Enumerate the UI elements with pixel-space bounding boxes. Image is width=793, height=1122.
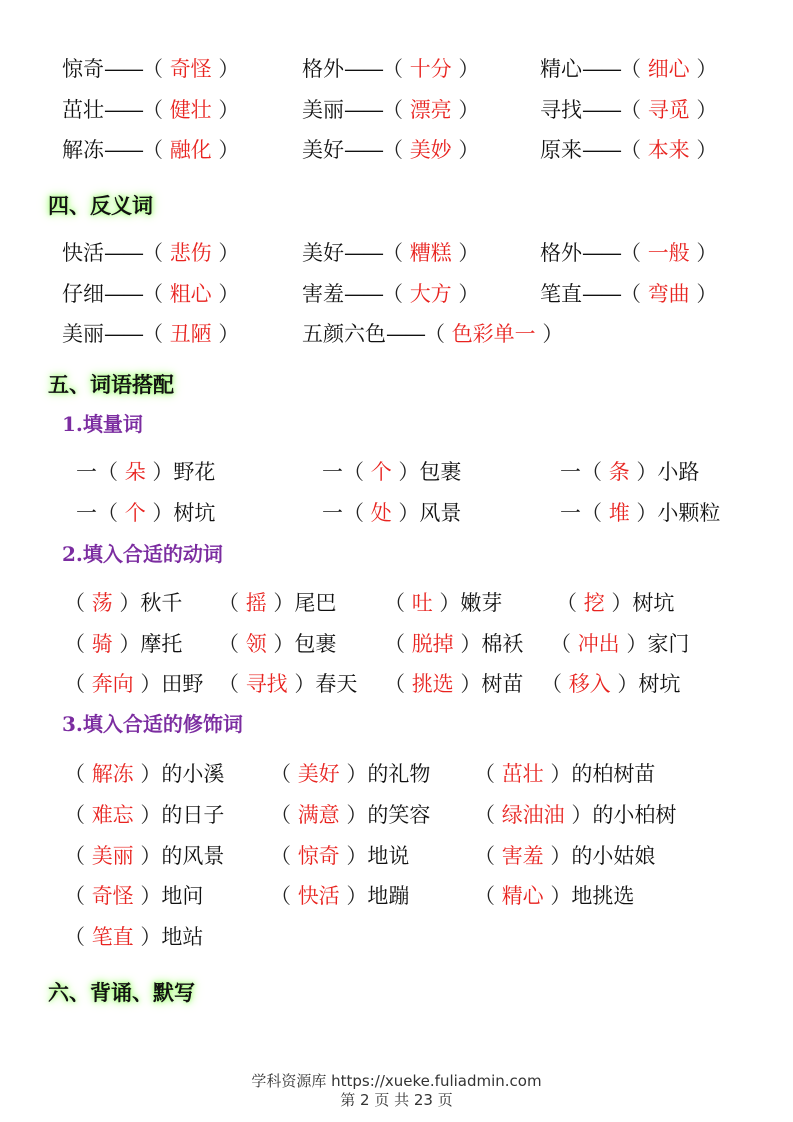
open-paren: （	[270, 884, 298, 909]
object: 包裹	[294, 631, 337, 656]
answer: 个	[370, 460, 392, 484]
close-paren: ）	[610, 672, 639, 696]
answer: 堆	[608, 501, 630, 525]
close-paren: ）	[266, 631, 295, 656]
verb-item	[64, 586, 182, 620]
verb-row	[0, 586, 793, 620]
open-paren: （	[64, 631, 92, 656]
open-paren: （	[64, 762, 92, 786]
dash: ——	[344, 57, 382, 81]
answer: 大方	[409, 281, 452, 306]
answer: 健壮	[169, 97, 212, 122]
dash: ——	[344, 138, 382, 162]
open-paren: （	[343, 501, 371, 525]
close-paren: ）	[543, 843, 572, 868]
close-paren: ）	[266, 591, 295, 615]
synonym-pair	[62, 52, 239, 86]
word: 原来	[540, 138, 582, 162]
synonym-pair	[62, 133, 239, 167]
open-paren: （	[270, 843, 298, 868]
open-paren: （	[270, 802, 298, 827]
modifier-item	[270, 757, 430, 791]
open-paren: （	[343, 460, 371, 484]
answer: 快活	[297, 884, 340, 909]
answer: 解冻	[91, 762, 134, 786]
measure-item	[322, 496, 461, 530]
open-paren: （	[474, 843, 502, 868]
close-paren: ）	[689, 241, 718, 265]
close-paren: ）	[211, 322, 240, 346]
verb-item	[64, 667, 203, 701]
synonym-pair	[540, 52, 717, 86]
open-paren: （	[382, 241, 410, 265]
answer: 奔向	[91, 672, 134, 696]
modifier-row	[0, 920, 793, 954]
open-paren: （	[382, 97, 410, 122]
close-paren: ）	[689, 281, 718, 306]
phrase: 的日子	[161, 802, 225, 827]
open-paren: （	[64, 591, 92, 615]
synonym-row	[0, 133, 793, 167]
subheading-modifiers: 3.填入合适的修饰词	[62, 712, 243, 736]
phrase: 的礼物	[367, 762, 431, 786]
antonym-row	[0, 317, 793, 351]
word: 格外	[540, 241, 582, 265]
answer: 糟糕	[409, 241, 452, 265]
prefix: 一	[76, 501, 97, 525]
measure-item	[322, 455, 461, 489]
dash: ——	[582, 97, 620, 122]
open-paren: （	[64, 884, 92, 909]
dash: ——	[386, 322, 424, 346]
object: 树坑	[632, 591, 675, 615]
answer: 茁壮	[501, 762, 544, 786]
close-paren: ）	[112, 631, 141, 656]
open-paren: （	[142, 138, 170, 162]
close-paren: ）	[451, 57, 480, 81]
measure-item	[76, 455, 215, 489]
open-paren: （	[424, 322, 452, 346]
noun: 小颗粒	[657, 501, 721, 525]
answer: 领	[245, 631, 267, 656]
word: 美好	[302, 138, 344, 162]
answer: 一般	[647, 241, 690, 265]
dash: ——	[582, 57, 620, 81]
modifier-item	[64, 757, 224, 791]
answer: 处	[370, 501, 392, 525]
close-paren: ）	[453, 631, 482, 656]
modifier-item	[270, 798, 430, 832]
answer: 害羞	[501, 843, 544, 868]
close-paren: ）	[391, 501, 420, 525]
modifier-item	[474, 798, 676, 832]
word: 笔直	[540, 281, 582, 306]
open-paren: （	[382, 57, 410, 81]
close-paren: ）	[133, 884, 162, 909]
open-paren: （	[142, 281, 170, 306]
dash: ——	[344, 241, 382, 265]
object: 田野	[161, 672, 204, 696]
word: 格外	[302, 57, 344, 81]
open-paren: （	[620, 57, 648, 81]
word: 寻找	[540, 97, 582, 122]
close-paren: ）	[145, 460, 174, 484]
answer: 挖	[583, 591, 605, 615]
open-paren: （	[620, 241, 648, 265]
prefix: 一	[322, 460, 343, 484]
close-paren: ）	[629, 501, 658, 525]
footer-source: 学科资源库 https://xueke.fuliadmin.com	[251, 1072, 542, 1090]
dash: ——	[104, 281, 142, 306]
antonym-pair	[62, 317, 239, 351]
word: 美丽	[62, 322, 104, 346]
modifier-item	[270, 839, 409, 873]
dash: ——	[582, 241, 620, 265]
close-paren: ）	[391, 460, 420, 484]
open-paren: （	[218, 631, 246, 656]
object: 摩托	[140, 631, 183, 656]
dash: ——	[344, 281, 382, 306]
answer: 惊奇	[297, 843, 340, 868]
antonym-pair	[62, 236, 239, 270]
close-paren: ）	[432, 591, 461, 615]
synonym-row	[0, 93, 793, 127]
subheading-verbs: 2.填入合适的动词	[62, 542, 223, 566]
close-paren: ）	[543, 762, 572, 786]
antonym-pair	[62, 277, 239, 311]
antonym-pair	[302, 236, 479, 270]
close-paren: ）	[604, 591, 633, 615]
word: 茁壮	[62, 97, 104, 122]
modifier-item	[64, 879, 203, 913]
answer: 条	[608, 460, 630, 484]
open-paren: （	[270, 762, 298, 786]
antonym-pair	[540, 277, 717, 311]
answer: 寻找	[245, 672, 288, 696]
close-paren: ）	[339, 884, 368, 909]
dash: ——	[582, 281, 620, 306]
open-paren: （	[620, 97, 648, 122]
synonym-pair	[302, 52, 479, 86]
dash: ——	[104, 241, 142, 265]
open-paren: （	[142, 322, 170, 346]
open-paren: （	[550, 631, 578, 656]
answer: 挑选	[411, 672, 454, 696]
close-paren: ）	[145, 501, 174, 525]
close-paren: ）	[339, 802, 368, 827]
open-paren: （	[142, 241, 170, 265]
close-paren: ）	[287, 672, 316, 696]
verb-item	[550, 627, 689, 661]
open-paren: （	[384, 591, 412, 615]
measure-item	[76, 496, 215, 530]
antonym-pair	[302, 317, 563, 351]
modifier-item	[64, 798, 224, 832]
object: 嫩芽	[460, 591, 503, 615]
close-paren: ）	[133, 843, 162, 868]
close-paren: ）	[133, 672, 162, 696]
section-heading-recite: 六、背诵、默写	[48, 980, 195, 1005]
close-paren: ）	[689, 57, 718, 81]
noun: 风景	[419, 501, 462, 525]
close-paren: ）	[211, 57, 240, 81]
word: 仔细	[62, 281, 104, 306]
noun: 小路	[657, 460, 700, 484]
close-paren: ）	[211, 281, 240, 306]
antonym-row	[0, 277, 793, 311]
answer: 摇	[245, 591, 267, 615]
footer-page-number: 第 2 页 共 23 页	[340, 1091, 453, 1109]
close-paren: ）	[211, 97, 240, 122]
answer: 美好	[297, 762, 340, 786]
answer: 个	[124, 501, 146, 525]
modifier-item	[64, 920, 203, 954]
open-paren: （	[218, 672, 246, 696]
open-paren: （	[97, 460, 125, 484]
dash: ——	[582, 138, 620, 162]
modifier-row	[0, 839, 793, 873]
object: 尾巴	[294, 591, 337, 615]
answer: 美妙	[409, 138, 452, 162]
open-paren: （	[474, 884, 502, 909]
verb-item	[64, 627, 182, 661]
close-paren: ）	[543, 884, 572, 909]
dash: ——	[104, 97, 142, 122]
section-heading-antonyms: 四、反义词	[48, 193, 153, 218]
close-paren: ）	[339, 762, 368, 786]
prefix: 一	[76, 460, 97, 484]
answer: 难忘	[91, 802, 134, 827]
answer: 脱掉	[411, 631, 454, 656]
close-paren: ）	[689, 138, 718, 162]
answer: 满意	[297, 802, 340, 827]
open-paren: （	[474, 762, 502, 786]
open-paren: （	[382, 138, 410, 162]
close-paren: ）	[451, 241, 480, 265]
answer: 荡	[91, 591, 113, 615]
close-paren: ）	[451, 138, 480, 162]
open-paren: （	[97, 501, 125, 525]
verb-row	[0, 667, 793, 701]
answer: 吐	[411, 591, 433, 615]
open-paren: （	[64, 925, 92, 950]
synonym-pair	[540, 133, 717, 167]
close-paren: ）	[211, 138, 240, 162]
phrase: 的小溪	[161, 762, 225, 786]
answer: 十分	[409, 57, 452, 81]
verb-item	[556, 586, 674, 620]
answer: 本来	[647, 138, 690, 162]
answer: 漂亮	[409, 97, 452, 122]
verb-item	[384, 586, 502, 620]
measure-item	[560, 455, 699, 489]
synonym-pair	[302, 93, 479, 127]
close-paren: ）	[689, 97, 718, 122]
verb-item	[218, 627, 336, 661]
modifier-item	[474, 879, 634, 913]
antonym-pair	[540, 236, 717, 270]
answer: 丑陋	[169, 322, 212, 346]
measure-row	[0, 455, 793, 489]
subheading-measure-words: 1.填量词	[62, 412, 143, 436]
object: 树坑	[638, 672, 681, 696]
object: 春天	[315, 672, 358, 696]
modifier-item	[64, 839, 224, 873]
answer: 冲出	[577, 631, 620, 656]
phrase: 的小柏树	[592, 802, 677, 827]
prefix: 一	[322, 501, 343, 525]
phrase: 地蹦	[367, 884, 410, 909]
dash: ——	[104, 138, 142, 162]
answer: 色彩单一	[451, 322, 536, 346]
phrase: 的风景	[161, 843, 225, 868]
open-paren: （	[382, 281, 410, 306]
modifier-row	[0, 879, 793, 913]
answer: 美丽	[91, 843, 134, 868]
close-paren: ）	[619, 631, 648, 656]
noun: 包裹	[419, 460, 462, 484]
noun: 野花	[173, 460, 216, 484]
open-paren: （	[384, 631, 412, 656]
object: 秋千	[140, 591, 183, 615]
modifier-row	[0, 798, 793, 832]
open-paren: （	[581, 460, 609, 484]
section-heading-collocation: 五、词语搭配	[48, 372, 174, 397]
close-paren: ）	[451, 97, 480, 122]
open-paren: （	[620, 281, 648, 306]
synonym-pair	[302, 133, 479, 167]
prefix: 一	[560, 501, 581, 525]
open-paren: （	[142, 97, 170, 122]
modifier-item	[474, 757, 655, 791]
word: 美好	[302, 241, 344, 265]
open-paren: （	[384, 672, 412, 696]
verb-item	[218, 667, 357, 701]
word: 快活	[62, 241, 104, 265]
close-paren: ）	[112, 591, 141, 615]
verb-row	[0, 627, 793, 661]
open-paren: （	[218, 591, 246, 615]
open-paren: （	[64, 672, 92, 696]
object: 家门	[647, 631, 690, 656]
open-paren: （	[64, 802, 92, 827]
object: 树苗	[481, 672, 524, 696]
close-paren: ）	[453, 672, 482, 696]
dash: ——	[104, 322, 142, 346]
word: 害羞	[302, 281, 344, 306]
answer: 奇怪	[169, 57, 212, 81]
close-paren: ）	[629, 460, 658, 484]
phrase: 地问	[161, 884, 204, 909]
synonym-row	[0, 52, 793, 86]
open-paren: （	[581, 501, 609, 525]
word: 解冻	[62, 138, 104, 162]
answer: 笔直	[91, 925, 134, 950]
answer: 融化	[169, 138, 212, 162]
close-paren: ）	[133, 802, 162, 827]
measure-item	[560, 496, 720, 530]
word: 精心	[540, 57, 582, 81]
modifier-item	[270, 879, 409, 913]
verb-item	[218, 586, 336, 620]
modifier-item	[474, 839, 655, 873]
answer: 悲伤	[169, 241, 212, 265]
dash: ——	[104, 57, 142, 81]
close-paren: ）	[339, 843, 368, 868]
answer: 奇怪	[91, 884, 134, 909]
modifier-row	[0, 757, 793, 791]
phrase: 地站	[161, 925, 204, 950]
phrase: 的柏树苗	[571, 762, 656, 786]
answer: 绿油油	[501, 802, 565, 827]
antonym-pair	[302, 277, 479, 311]
phrase: 地挑选	[571, 884, 635, 909]
antonym-row	[0, 236, 793, 270]
phrase: 的笑容	[367, 802, 431, 827]
answer: 移入	[568, 672, 611, 696]
word: 美丽	[302, 97, 344, 122]
word: 惊奇	[62, 57, 104, 81]
answer: 粗心	[169, 281, 212, 306]
verb-item	[384, 667, 523, 701]
close-paren: ）	[133, 762, 162, 786]
open-paren: （	[620, 138, 648, 162]
close-paren: ）	[451, 281, 480, 306]
open-paren: （	[64, 843, 92, 868]
close-paren: ）	[133, 925, 162, 950]
synonym-pair	[62, 93, 239, 127]
open-paren: （	[474, 802, 502, 827]
synonym-pair	[540, 93, 717, 127]
noun: 树坑	[173, 501, 216, 525]
open-paren: （	[142, 57, 170, 81]
object: 棉袄	[481, 631, 524, 656]
measure-row	[0, 496, 793, 530]
answer: 寻觅	[647, 97, 690, 122]
dash: ——	[344, 97, 382, 122]
verb-item	[384, 627, 523, 661]
answer: 骑	[91, 631, 113, 656]
open-paren: （	[556, 591, 584, 615]
verb-item	[541, 667, 680, 701]
phrase: 地说	[367, 843, 410, 868]
answer: 细心	[647, 57, 690, 81]
answer: 精心	[501, 884, 544, 909]
answer: 弯曲	[647, 281, 690, 306]
close-paren: ）	[211, 241, 240, 265]
prefix: 一	[560, 460, 581, 484]
close-paren: ）	[535, 322, 564, 346]
close-paren: ）	[564, 802, 593, 827]
answer: 朵	[124, 460, 146, 484]
open-paren: （	[541, 672, 569, 696]
word: 五颜六色	[302, 322, 386, 346]
phrase: 的小姑娘	[571, 843, 656, 868]
